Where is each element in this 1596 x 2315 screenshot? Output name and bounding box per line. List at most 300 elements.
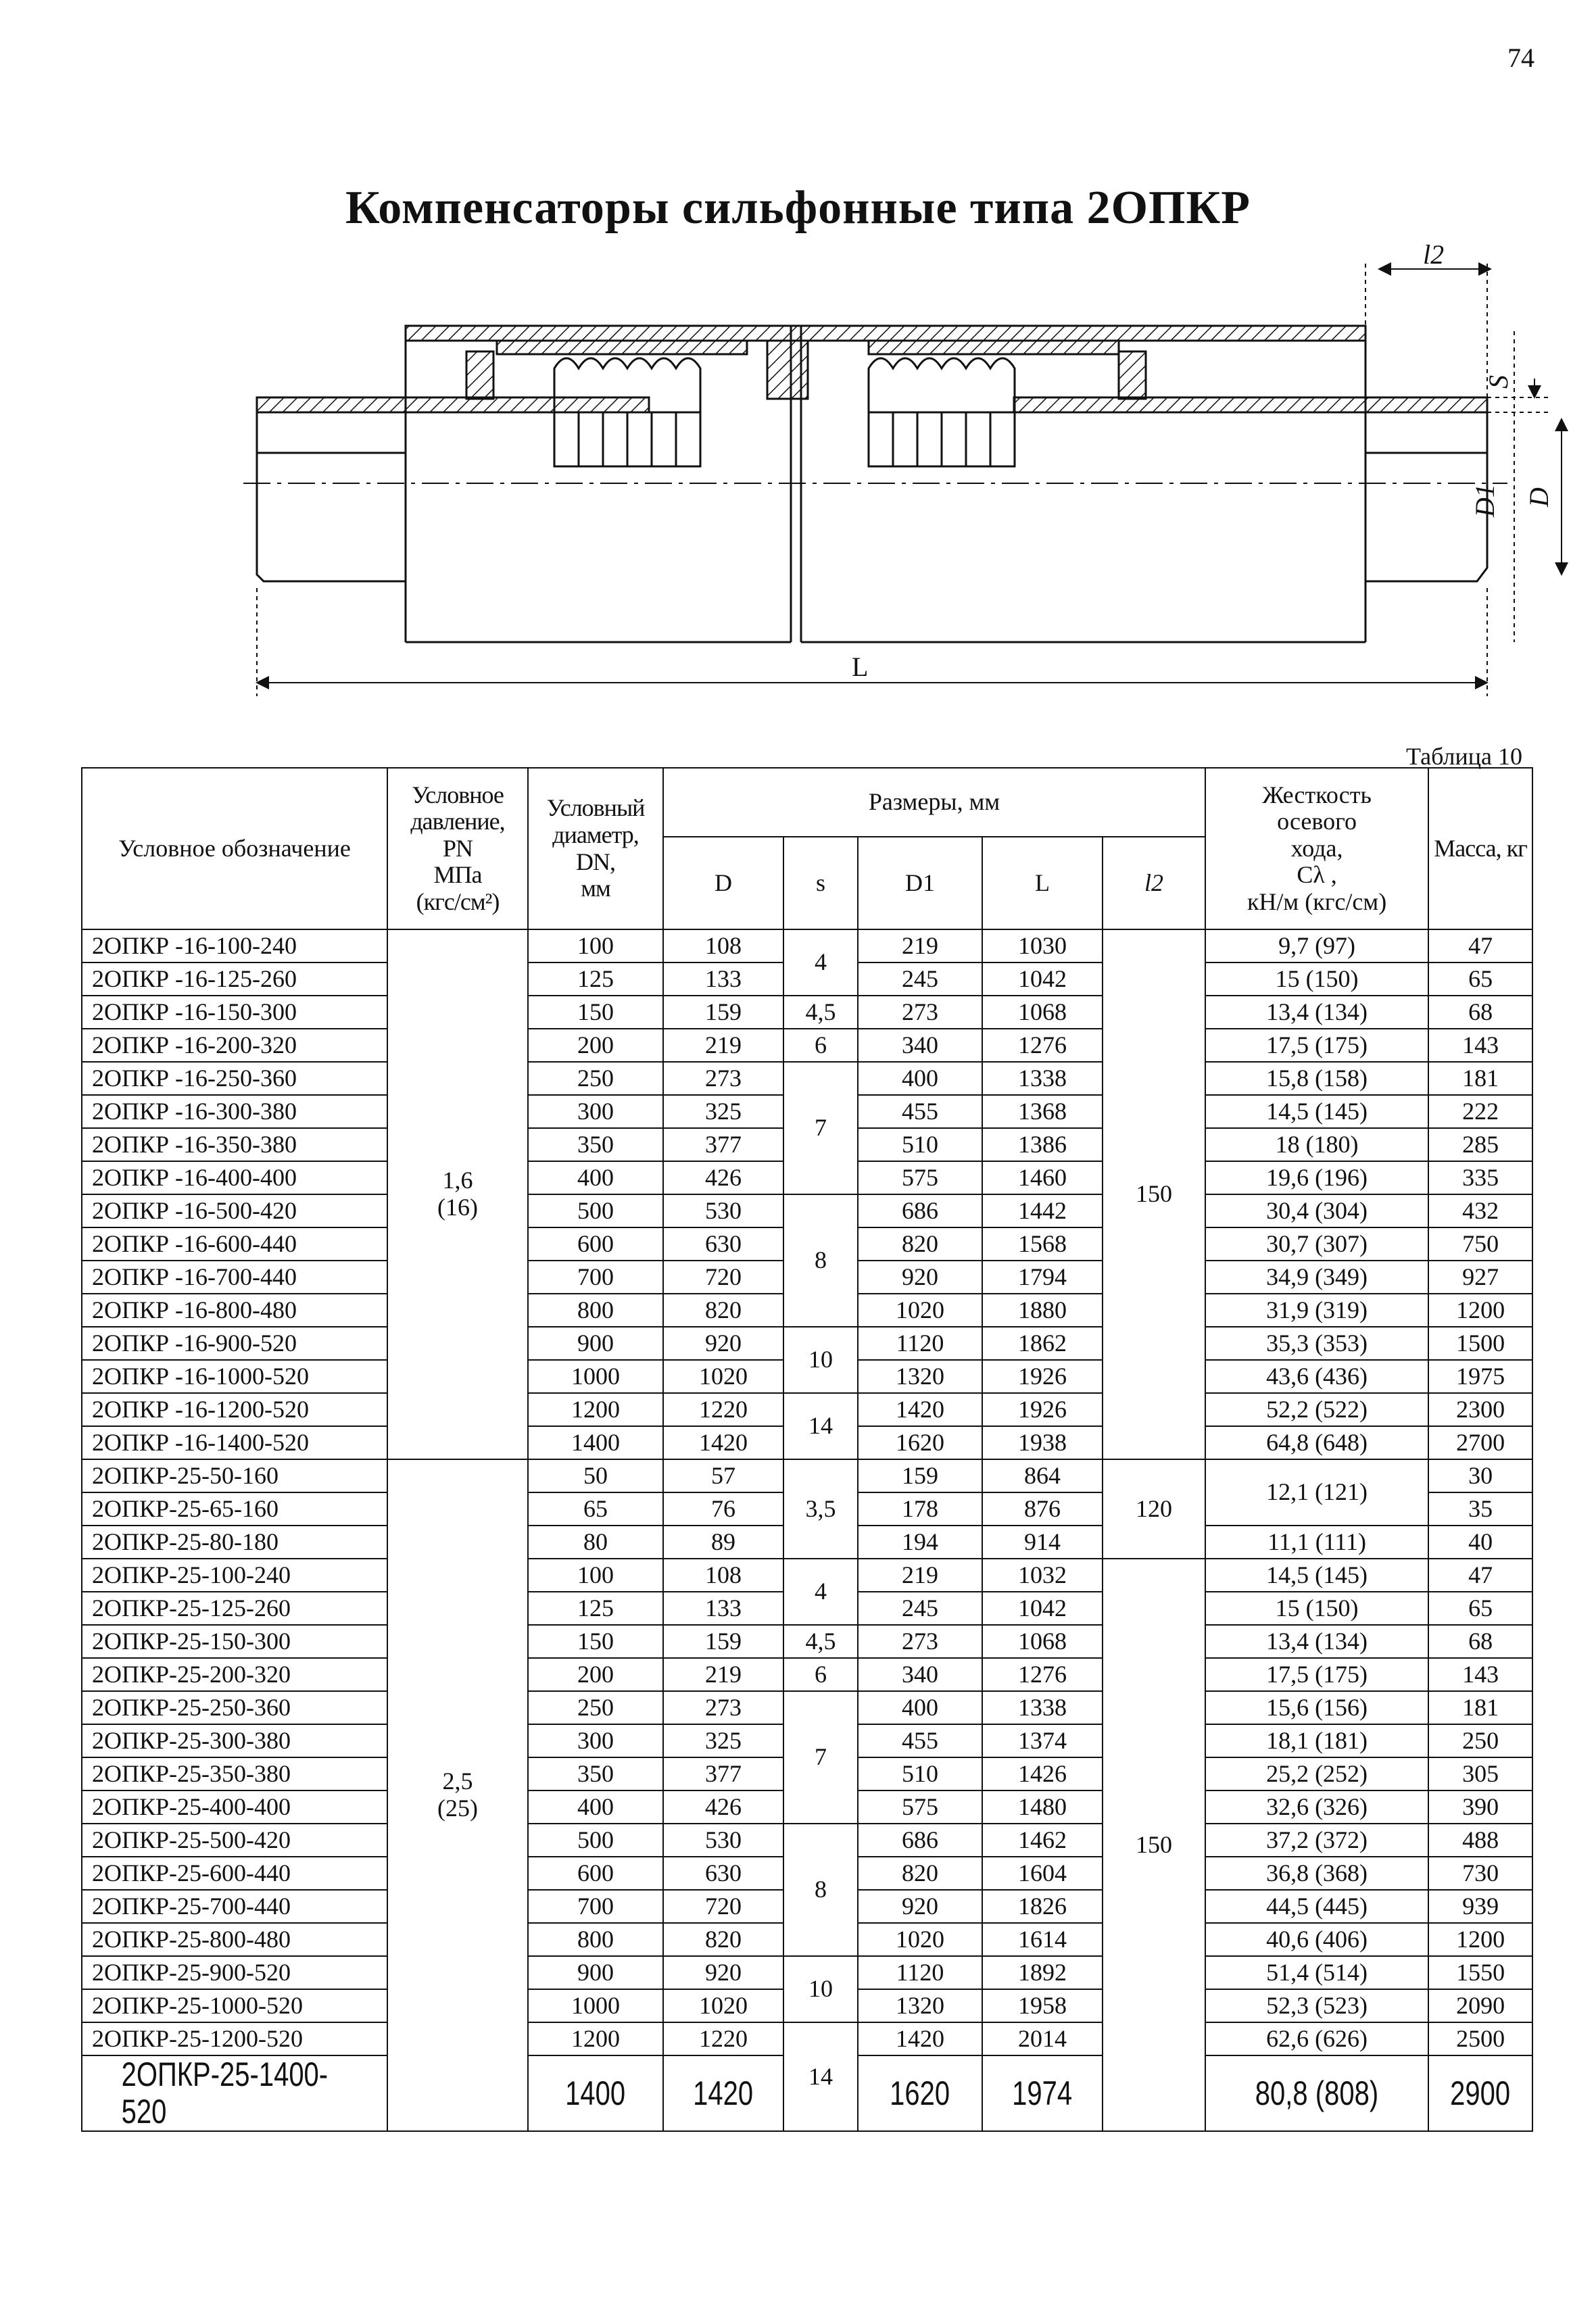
- table-cell: 2ОПКР -16-125-260: [82, 962, 387, 996]
- table-cell: 47: [1428, 1559, 1532, 1592]
- table-cell: 720: [663, 1261, 783, 1294]
- table-cell: 488: [1428, 1824, 1532, 1857]
- table-cell: 2ОПКР -16-1200-520: [82, 1393, 387, 1426]
- table-cell: 1030: [982, 929, 1103, 962]
- table-cell: 390: [1428, 1790, 1532, 1824]
- table-cell: 1374: [982, 1724, 1103, 1757]
- table-cell: 2ОПКР-25-300-380: [82, 1724, 387, 1757]
- table-cell: 1320: [858, 1360, 982, 1393]
- table-cell: 6: [783, 1658, 858, 1691]
- table-cell: 7: [783, 1691, 858, 1824]
- table-cell: 52,3 (523): [1205, 1989, 1428, 2022]
- table-cell: 150: [1103, 929, 1205, 1459]
- table-cell: 34,9 (349): [1205, 1261, 1428, 1294]
- table-cell: 500: [528, 1824, 663, 1857]
- table-cell: 194: [858, 1526, 982, 1559]
- table-cell: 273: [858, 996, 982, 1029]
- table-cell: 2ОПКР-25-600-440: [82, 1857, 387, 1890]
- table-row: [82, 929, 1532, 962]
- table-cell: 31,9 (319): [1205, 1294, 1428, 1327]
- table-cell: 1604: [982, 1857, 1103, 1890]
- table-cell: 4,5: [783, 996, 858, 1029]
- table-cell: 250: [1428, 1724, 1532, 1757]
- table-cell: 13,4 (134): [1205, 1625, 1428, 1658]
- table-cell: 1550: [1428, 1956, 1532, 1989]
- table-cell: 4: [783, 929, 858, 996]
- table-cell: 1620: [858, 1426, 982, 1459]
- table-cell: 927: [1428, 1261, 1532, 1294]
- table-cell: 377: [663, 1757, 783, 1790]
- header-l: L: [982, 837, 1103, 929]
- table-cell: 1975: [1428, 1360, 1532, 1393]
- table-cell: 575: [858, 1161, 982, 1194]
- table-cell: 36,8 (368): [1205, 1857, 1428, 1890]
- table-cell: 800: [528, 1294, 663, 1327]
- table-cell: 1400: [528, 1426, 663, 1459]
- table-cell: 1892: [982, 1956, 1103, 1989]
- table-row: [82, 1824, 1532, 1857]
- table-cell: 65: [1428, 962, 1532, 996]
- table-cell: 4: [783, 1559, 858, 1625]
- table-cell: 1974: [982, 2055, 1103, 2131]
- table-row: [82, 1559, 1532, 1592]
- table-cell: 125: [528, 962, 663, 996]
- table-cell: 2300: [1428, 1393, 1532, 1426]
- table-cell: 15 (150): [1205, 962, 1428, 996]
- table-cell: 1020: [858, 1923, 982, 1956]
- table-cell: 900: [528, 1956, 663, 1989]
- table-cell: 273: [663, 1062, 783, 1095]
- table-cell: 250: [528, 1691, 663, 1724]
- table-cell: 76: [663, 1492, 783, 1526]
- table-cell: 273: [858, 1625, 982, 1658]
- table-cell: 686: [858, 1194, 982, 1227]
- table-cell: 65: [1428, 1592, 1532, 1625]
- table-cell: 2ОПКР-25-1000-520: [82, 1989, 387, 2022]
- table-cell: 250: [528, 1062, 663, 1095]
- table-cell: 14,5 (145): [1205, 1095, 1428, 1128]
- table-cell: 245: [858, 962, 982, 996]
- table-cell: 2ОПКР-25-150-300: [82, 1625, 387, 1658]
- table-cell: 1880: [982, 1294, 1103, 1327]
- table-cell: 720: [663, 1890, 783, 1923]
- table-cell: 340: [858, 1658, 982, 1691]
- table-cell: 820: [858, 1857, 982, 1890]
- table-cell: 133: [663, 962, 783, 996]
- table-cell: 143: [1428, 1029, 1532, 1062]
- table-cell: 273: [663, 1691, 783, 1724]
- header-d: D: [663, 837, 783, 929]
- table-cell: 377: [663, 1128, 783, 1161]
- header-mass: Масса, кг: [1428, 768, 1532, 929]
- table-cell: 325: [663, 1095, 783, 1128]
- pressure-group-cell: 2,5 (25): [387, 1459, 528, 2131]
- table-cell: 820: [663, 1923, 783, 1956]
- table-cell: 219: [663, 1658, 783, 1691]
- table-cell: 80,8 (808): [1205, 2055, 1428, 2131]
- table-cell: 1368: [982, 1095, 1103, 1128]
- table-cell: 2ОПКР -16-800-480: [82, 1294, 387, 1327]
- table-cell: 2ОПКР -16-1400-520: [82, 1426, 387, 1459]
- table-cell: 900: [528, 1327, 663, 1360]
- table-cell: 2ОПКР-25-400-400: [82, 1790, 387, 1824]
- table-cell: 1620: [858, 2055, 982, 2131]
- table-cell: 219: [663, 1029, 783, 1062]
- table-cell: 1120: [858, 1327, 982, 1360]
- table-cell: 15 (150): [1205, 1592, 1428, 1625]
- table-cell: 305: [1428, 1757, 1532, 1790]
- table-cell: 2ОПКР -16-700-440: [82, 1261, 387, 1294]
- table-cell: 340: [858, 1029, 982, 1062]
- table-cell: 750: [1428, 1227, 1532, 1261]
- table-cell: 245: [858, 1592, 982, 1625]
- table-cell: 1568: [982, 1227, 1103, 1261]
- table-cell: 12,1 (121): [1205, 1459, 1428, 1526]
- table-cell: 350: [528, 1757, 663, 1790]
- table-cell: 43,6 (436): [1205, 1360, 1428, 1393]
- table-cell: 455: [858, 1095, 982, 1128]
- table-row: [82, 996, 1532, 1029]
- table-cell: 1042: [982, 962, 1103, 996]
- table-cell: 10: [783, 1327, 858, 1393]
- table-cell: 2700: [1428, 1426, 1532, 1459]
- table-cell: 1220: [663, 2022, 783, 2055]
- table-row: [82, 1029, 1532, 1062]
- table-cell: 1420: [663, 1426, 783, 1459]
- header-l2: l2: [1103, 837, 1205, 929]
- table-cell: 80: [528, 1526, 663, 1559]
- table-cell: 44,5 (445): [1205, 1890, 1428, 1923]
- table-cell: 150: [528, 1625, 663, 1658]
- table-cell: 2ОПКР-25-125-260: [82, 1592, 387, 1625]
- table-cell: 920: [663, 1327, 783, 1360]
- table-cell: 1020: [663, 1989, 783, 2022]
- table-cell: 35,3 (353): [1205, 1327, 1428, 1360]
- table-cell: 575: [858, 1790, 982, 1824]
- table-row: [82, 1658, 1532, 1691]
- table-cell: 1460: [982, 1161, 1103, 1194]
- table-cell: 219: [858, 1559, 982, 1592]
- label-l2: l2: [1423, 239, 1445, 270]
- table-cell: 2ОПКР-25-900-520: [82, 1956, 387, 1989]
- table-cell: 500: [528, 1194, 663, 1227]
- table-cell: 350: [528, 1128, 663, 1161]
- table-cell: 143: [1428, 1658, 1532, 1691]
- table-cell: 18 (180): [1205, 1128, 1428, 1161]
- table-cell: 510: [858, 1757, 982, 1790]
- table-cell: 64,8 (648): [1205, 1426, 1428, 1459]
- table-row: [82, 1327, 1532, 1360]
- table-cell: 2ОПКР-25-100-240: [82, 1559, 387, 1592]
- table-cell: 2ОПКР-25-800-480: [82, 1923, 387, 1956]
- table-cell: 700: [528, 1261, 663, 1294]
- table-cell: 1020: [858, 1294, 982, 1327]
- table-cell: 1426: [982, 1757, 1103, 1790]
- table-cell: 68: [1428, 996, 1532, 1029]
- table-cell: 2ОПКР-25-65-160: [82, 1492, 387, 1526]
- table-cell: 2ОПКР -16-400-400: [82, 1161, 387, 1194]
- table-cell: 2ОПКР-25-1200-520: [82, 2022, 387, 2055]
- table-cell: 820: [858, 1227, 982, 1261]
- table-cell: 37,2 (372): [1205, 1824, 1428, 1857]
- table-cell: 820: [663, 1294, 783, 1327]
- table-cell: 89: [663, 1526, 783, 1559]
- table-cell: 530: [663, 1824, 783, 1857]
- table-cell: 600: [528, 1227, 663, 1261]
- table-cell: 150: [1103, 1559, 1205, 2131]
- table-cell: 2014: [982, 2022, 1103, 2055]
- spec-table: [81, 767, 1533, 2132]
- table-cell: 920: [858, 1890, 982, 1923]
- header-s: s: [783, 837, 858, 929]
- table-cell: 14,5 (145): [1205, 1559, 1428, 1592]
- table-cell: 13,4 (134): [1205, 996, 1428, 1029]
- table-cell: 1400: [528, 2055, 663, 2131]
- table-cell: 400: [858, 1691, 982, 1724]
- label-s: S: [1483, 375, 1514, 389]
- table-cell: 939: [1428, 1890, 1532, 1923]
- table-cell: 2ОПКР -16-250-360: [82, 1062, 387, 1095]
- table-cell: 57: [663, 1459, 783, 1492]
- table-cell: 1958: [982, 1989, 1103, 2022]
- table-cell: 2ОПКР -16-600-440: [82, 1227, 387, 1261]
- table-cell: 1500: [1428, 1327, 1532, 1360]
- table-cell: 2ОПКР-25-500-420: [82, 1824, 387, 1857]
- table-cell: 17,5 (175): [1205, 1029, 1428, 1062]
- table-cell: 108: [663, 929, 783, 962]
- table-cell: 400: [528, 1161, 663, 1194]
- table-cell: 65: [528, 1492, 663, 1526]
- table-cell: 181: [1428, 1062, 1532, 1095]
- header-dimensions: Размеры, мм: [663, 768, 1205, 837]
- table-cell: 40,6 (406): [1205, 1923, 1428, 1956]
- header-pressure: Условное давление, PN МПа (кгс/см²): [387, 768, 528, 929]
- label-d1: D1: [1470, 484, 1500, 517]
- table-cell: 1000: [528, 1989, 663, 2022]
- table-cell: 15,8 (158): [1205, 1062, 1428, 1095]
- table-cell: 2ОПКР-25-700-440: [82, 1890, 387, 1923]
- table-cell: 1442: [982, 1194, 1103, 1227]
- table-cell: 300: [528, 1095, 663, 1128]
- label-l: L: [852, 652, 869, 682]
- table-cell: 17,5 (175): [1205, 1658, 1428, 1691]
- table-cell: 1276: [982, 1658, 1103, 1691]
- table-cell: 40: [1428, 1526, 1532, 1559]
- table-cell: 2ОПКР-25-50-160: [82, 1459, 387, 1492]
- table-cell: 7: [783, 1062, 858, 1194]
- table-cell: 2ОПКР-25-200-320: [82, 1658, 387, 1691]
- table-cell: 1200: [1428, 1294, 1532, 1327]
- table-cell: 159: [663, 1625, 783, 1658]
- table-cell: 2ОПКР-25-80-180: [82, 1526, 387, 1559]
- table-cell: 14: [783, 2022, 858, 2131]
- table-cell: 181: [1428, 1691, 1532, 1724]
- table-cell: 2ОПКР -16-900-520: [82, 1327, 387, 1360]
- table-cell: 1220: [663, 1393, 783, 1426]
- table-cell: 700: [528, 1890, 663, 1923]
- table-cell: 2090: [1428, 1989, 1532, 2022]
- page-number: 74: [1507, 43, 1534, 73]
- table-cell: 1826: [982, 1890, 1103, 1923]
- table-cell: 864: [982, 1459, 1103, 1492]
- table-row: [82, 2022, 1532, 2055]
- table-cell: 100: [528, 1559, 663, 1592]
- table-cell: 68: [1428, 1625, 1532, 1658]
- header-designation: Условное обозначение: [82, 768, 387, 929]
- table-cell: 1276: [982, 1029, 1103, 1062]
- table-cell: 285: [1428, 1128, 1532, 1161]
- table-cell: 2900: [1428, 2055, 1532, 2131]
- table-cell: 876: [982, 1492, 1103, 1526]
- table-cell: 1926: [982, 1360, 1103, 1393]
- table-cell: 3,5: [783, 1459, 858, 1559]
- table-cell: 47: [1428, 929, 1532, 962]
- table-cell: 18,1 (181): [1205, 1724, 1428, 1757]
- label-d: D: [1524, 487, 1554, 507]
- table-row: [82, 1691, 1532, 1724]
- table-cell: 15,6 (156): [1205, 1691, 1428, 1724]
- table-cell: 1338: [982, 1062, 1103, 1095]
- table-cell: 8: [783, 1194, 858, 1327]
- table-cell: 1420: [858, 1393, 982, 1426]
- table-cell: 150: [528, 996, 663, 1029]
- table-cell: 100: [528, 929, 663, 962]
- table-row: [82, 1393, 1532, 1426]
- table-cell: 1032: [982, 1559, 1103, 1592]
- table-cell: 1862: [982, 1327, 1103, 1360]
- page-title: Компенсаторы сильфонные типа 2ОПКР: [345, 182, 1251, 234]
- table-cell: 1462: [982, 1824, 1103, 1857]
- table-cell: 219: [858, 929, 982, 962]
- table-cell: 2500: [1428, 2022, 1532, 2055]
- table-caption: Таблица 10: [1406, 743, 1522, 770]
- table-cell: 222: [1428, 1095, 1532, 1128]
- table-cell: 300: [528, 1724, 663, 1757]
- table-cell: 2ОПКР -16-300-380: [82, 1095, 387, 1128]
- table-cell: 325: [663, 1724, 783, 1757]
- table-cell: 630: [663, 1857, 783, 1890]
- table-cell: 400: [858, 1062, 982, 1095]
- table-cell: 120: [1103, 1459, 1205, 1559]
- table-cell: 62,6 (626): [1205, 2022, 1428, 2055]
- table-cell: 630: [663, 1227, 783, 1261]
- table-cell: 133: [663, 1592, 783, 1625]
- table-cell: 1000: [528, 1360, 663, 1393]
- table-cell: 108: [663, 1559, 783, 1592]
- table-cell: 914: [982, 1526, 1103, 1559]
- table-cell: 2ОПКР-25-350-380: [82, 1757, 387, 1790]
- table-cell: 510: [858, 1128, 982, 1161]
- table-cell: 686: [858, 1824, 982, 1857]
- header-diameter: Условный диаметр, DN, мм: [528, 768, 663, 929]
- table-cell: 800: [528, 1923, 663, 1956]
- table-cell: 159: [858, 1459, 982, 1492]
- table-cell: 1120: [858, 1956, 982, 1989]
- table-cell: 2ОПКР -16-350-380: [82, 1128, 387, 1161]
- compensator-drawing: [243, 239, 1554, 716]
- table-cell: 2ОПКР -16-150-300: [82, 996, 387, 1029]
- table-cell: 2ОПКР -16-100-240: [82, 929, 387, 962]
- table-cell: 1320: [858, 1989, 982, 2022]
- table-cell: 6: [783, 1029, 858, 1062]
- table-row: [82, 1194, 1532, 1227]
- table-cell: 2ОПКР -16-200-320: [82, 1029, 387, 1062]
- table-row: [82, 1062, 1532, 1095]
- table-cell: 9,7 (97): [1205, 929, 1428, 962]
- table-cell: 1042: [982, 1592, 1103, 1625]
- table-cell: 178: [858, 1492, 982, 1526]
- table-row: [82, 1956, 1532, 1989]
- table-cell: 4,5: [783, 1625, 858, 1658]
- table-row: [82, 1625, 1532, 1658]
- pressure-group-cell: 1,6 (16): [387, 929, 528, 1459]
- table-cell: 14: [783, 1393, 858, 1459]
- table-cell: 1200: [528, 2022, 663, 2055]
- table-cell: 1794: [982, 1261, 1103, 1294]
- table-cell: 35: [1428, 1492, 1532, 1526]
- table-cell: 426: [663, 1161, 783, 1194]
- table-cell: 10: [783, 1956, 858, 2022]
- header-d1: D1: [858, 837, 982, 929]
- table-cell: 730: [1428, 1857, 1532, 1890]
- table-cell: 19,6 (196): [1205, 1161, 1428, 1194]
- table-cell: 1386: [982, 1128, 1103, 1161]
- table-cell: 600: [528, 1857, 663, 1890]
- table-cell: 30,4 (304): [1205, 1194, 1428, 1227]
- table-cell: 400: [528, 1790, 663, 1824]
- table-cell: 32,6 (326): [1205, 1790, 1428, 1824]
- table-cell: 8: [783, 1824, 858, 1956]
- table-cell: 455: [858, 1724, 982, 1757]
- table-cell: 1338: [982, 1691, 1103, 1724]
- table-cell: 432: [1428, 1194, 1532, 1227]
- table-cell: 335: [1428, 1161, 1532, 1194]
- table-cell: 200: [528, 1658, 663, 1691]
- table-cell: 30: [1428, 1459, 1532, 1492]
- table-cell: 25,2 (252): [1205, 1757, 1428, 1790]
- table-cell: 1938: [982, 1426, 1103, 1459]
- table-cell: 1200: [528, 1393, 663, 1426]
- table-cell: 125: [528, 1592, 663, 1625]
- table-cell: 1068: [982, 1625, 1103, 1658]
- table-row: [82, 1459, 1532, 1492]
- table-cell: 1926: [982, 1393, 1103, 1426]
- table-cell: 2ОПКР -16-1000-520: [82, 1360, 387, 1393]
- table-cell: 1420: [663, 2055, 783, 2131]
- table-cell: 920: [663, 1956, 783, 1989]
- table-cell: 2ОПКР -16-500-420: [82, 1194, 387, 1227]
- table-cell: 30,7 (307): [1205, 1227, 1428, 1261]
- table-cell: 1068: [982, 996, 1103, 1029]
- table-cell: 1614: [982, 1923, 1103, 1956]
- header-stiffness: Жесткость осевого хода, Cλ , кН/м (кгс/см): [1205, 768, 1428, 929]
- table-cell: 2ОПКР-25-1400-520: [82, 2055, 387, 2131]
- table-cell: 1480: [982, 1790, 1103, 1824]
- table-cell: 920: [858, 1261, 982, 1294]
- table-cell: 530: [663, 1194, 783, 1227]
- table-cell: 50: [528, 1459, 663, 1492]
- table-cell: 52,2 (522): [1205, 1393, 1428, 1426]
- table-cell: 200: [528, 1029, 663, 1062]
- table-cell: 51,4 (514): [1205, 1956, 1428, 1989]
- table-cell: 1420: [858, 2022, 982, 2055]
- table-cell: 1020: [663, 1360, 783, 1393]
- spec-table-body: [82, 929, 1532, 2131]
- table-cell: 2ОПКР-25-250-360: [82, 1691, 387, 1724]
- table-cell: 1200: [1428, 1923, 1532, 1956]
- table-cell: 159: [663, 996, 783, 1029]
- table-cell: 11,1 (111): [1205, 1526, 1428, 1559]
